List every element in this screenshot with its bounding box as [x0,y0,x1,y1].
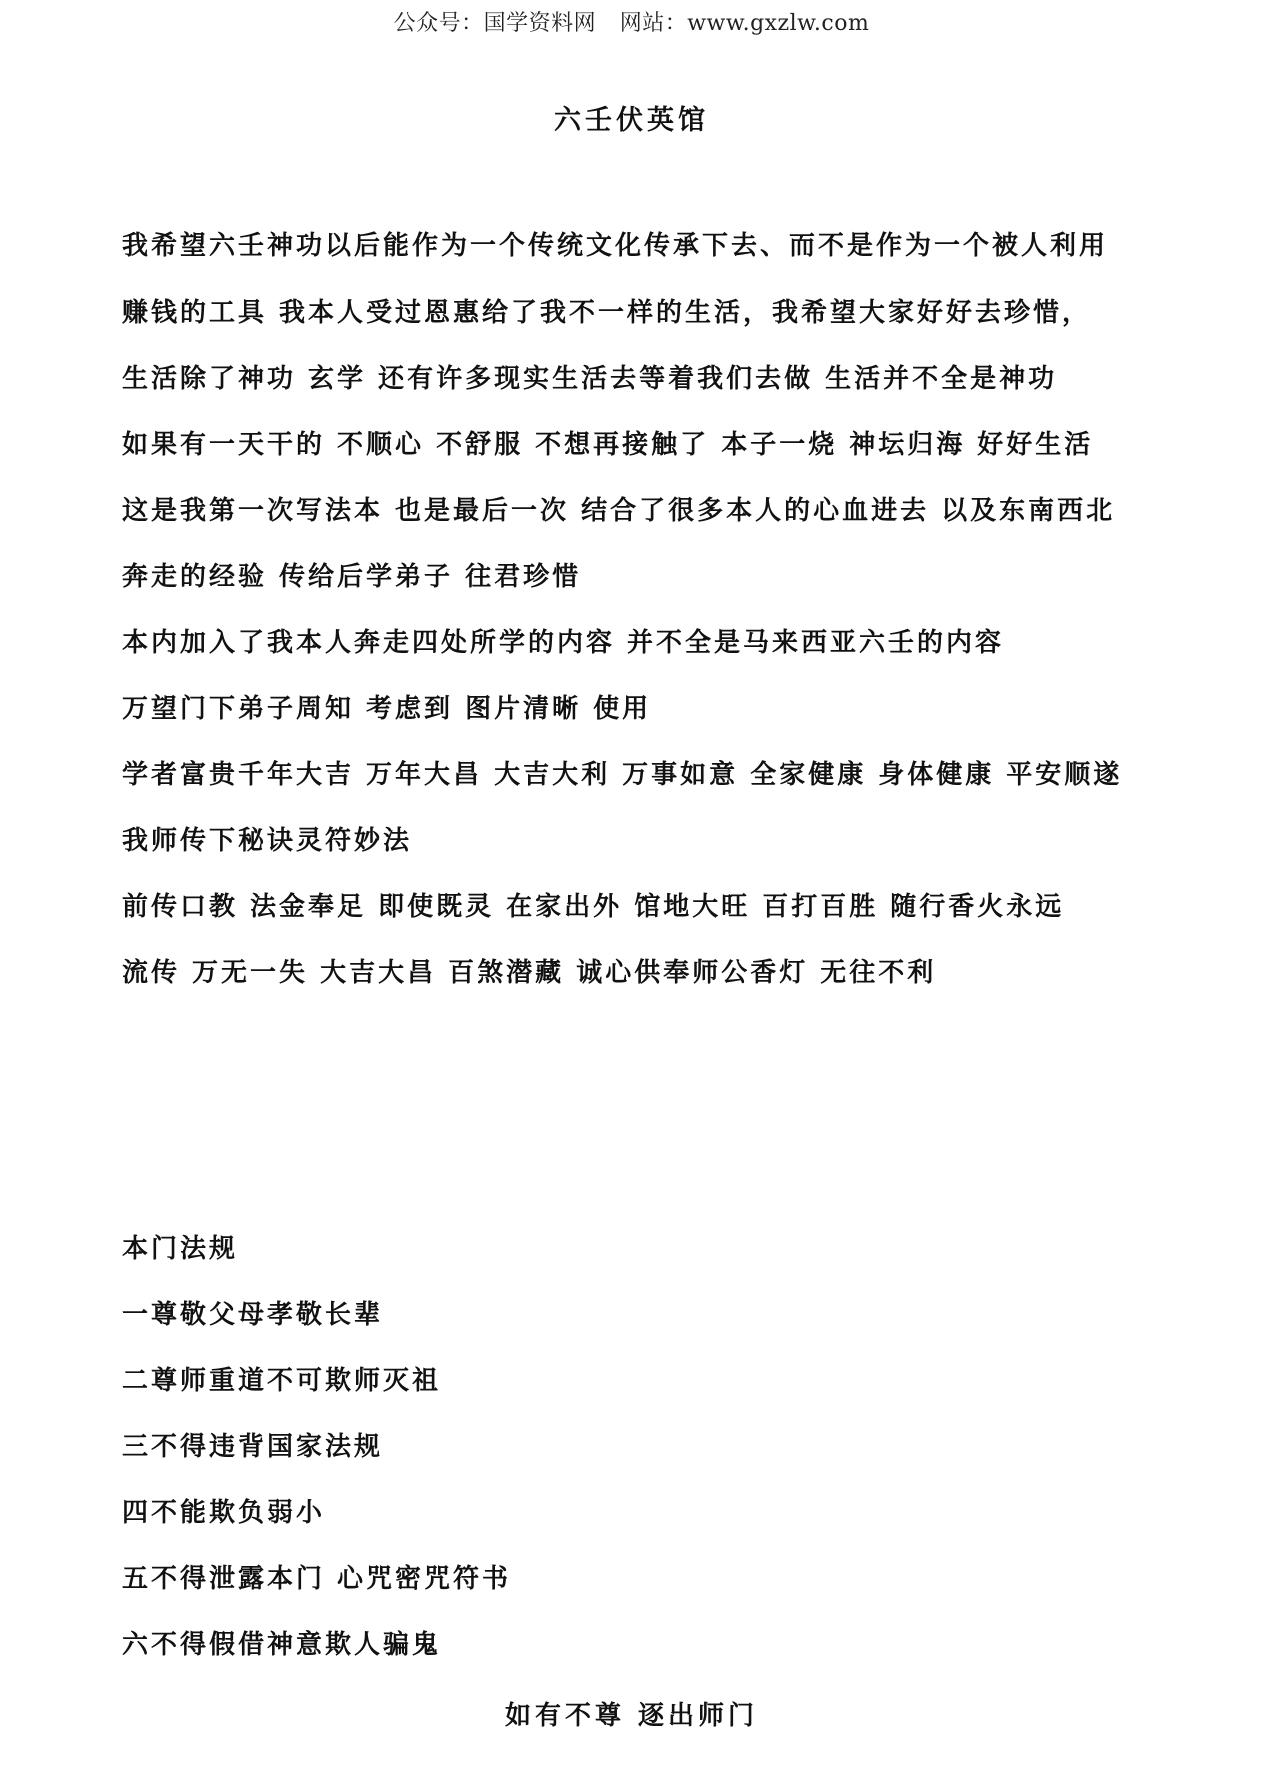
rules-heading: 本门法规 [122,1234,239,1264]
intro-line-10: 我师传下秘诀灵符妙法 [122,826,413,856]
closing-line: 如有不尊 逐出师门 [504,1701,759,1731]
rule-item-4: 四不能欺负弱小 [122,1498,326,1528]
intro-line-3: 生活除了神功 玄学 还有许多现实生活去等着我们去做 生活并不全是神功 [122,364,1058,394]
intro-line-2: 赚钱的工具 我本人受过恩惠给了我不一样的生活，我希望大家好好去珍惜， [122,298,1092,328]
rule-item-2: 二尊师重道不可欺师灭祖 [122,1366,442,1396]
intro-line-4: 如果有一天干的 不顺心 不舒服 不想再接触了 本子一烧 神坛归海 好好生活 [122,430,1094,460]
intro-line-8: 万望门下弟子周知 考虑到 图片清晰 使用 [122,694,652,724]
intro-line-12: 流传 万无一失 大吉大昌 百煞潜藏 诚心供奉师公香灯 无往不利 [122,958,937,988]
header-website: 网站：www.gxzlw.com [619,11,870,36]
page-header [0,6,1263,37]
rule-item-6: 六不得假借神意欺人骗鬼 [122,1630,442,1660]
intro-line-9: 学者富贵千年大吉 万年大昌 大吉大利 万事如意 全家健康 身体健康 平安顺遂 [122,760,1123,790]
intro-line-6: 奔走的经验 传给后学弟子 往君珍惜 [122,562,582,592]
intro-line-1: 我希望六壬神功以后能作为一个传统文化传承下去、而不是作为一个被人利用 [122,231,1109,261]
intro-line-5: 这是我第一次写法本 也是最后一次 结合了很多本人的心血进去 以及东南西北 [122,496,1116,526]
intro-line-11: 前传口教 法金奉足 即使既灵 在家出外 馆地大旺 百打百胜 随行香火永远 [122,892,1065,922]
header-account: 公众号：国学资料网 [393,11,597,36]
rule-item-5: 五不得泄露本门 心咒密咒符书 [122,1564,512,1594]
page-title: 六壬伏英馆 [554,105,709,136]
rule-item-1: 一尊敬父母孝敬长辈 [122,1300,384,1330]
rule-item-3: 三不得违背国家法规 [122,1432,384,1462]
intro-line-7: 本内加入了我本人奔走四处所学的内容 并不全是马来西亚六壬的内容 [122,628,1005,658]
